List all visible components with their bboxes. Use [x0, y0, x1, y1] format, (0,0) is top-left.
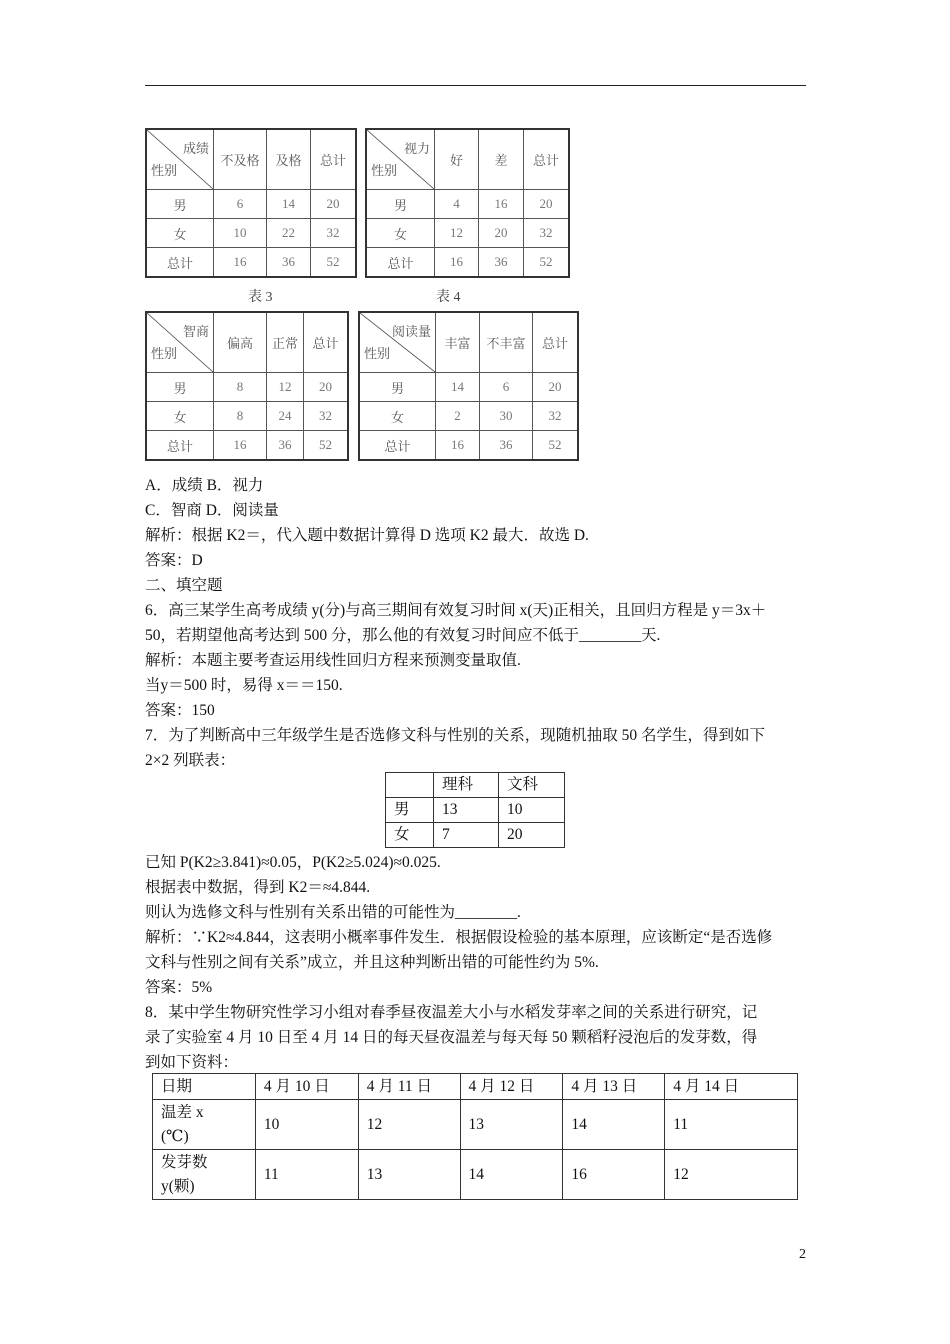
table-cell: 24	[267, 402, 304, 431]
text-line: 7．为了判断高中三年级学生是否选修文科与性别的关系，现随机抽取 50 名学生，得到如下	[145, 727, 766, 744]
table-row	[359, 373, 578, 402]
table-cell: 14	[563, 1100, 665, 1150]
table-row	[386, 773, 565, 798]
corner-row-label: 性别	[371, 163, 398, 178]
table-cell: 20	[499, 823, 565, 848]
column-header: 总计	[533, 312, 579, 373]
header-rule	[145, 85, 806, 86]
text-line: 录了实验室 4 月 10 日至 4 月 14 日的每天昼夜温差与每天每 50 颗稻籽浸泡后的发芽数，得	[145, 1029, 758, 1046]
table-cell: 52	[311, 248, 357, 278]
column-header: 差	[479, 129, 524, 190]
text-line: 2×2 列联表：	[145, 752, 236, 769]
table-cell: 12	[267, 373, 304, 402]
column-header: 4 月 13 日	[563, 1074, 665, 1100]
column-header: 正常	[267, 312, 304, 373]
column-header: 总计	[524, 129, 570, 190]
table-row	[366, 190, 569, 219]
text-block-2	[145, 850, 815, 1075]
text-line: 根据表中数据，得到 K2＝≈4.844.	[145, 879, 371, 896]
table-cell: 6	[480, 373, 533, 402]
row-header-cell	[153, 1100, 256, 1150]
row-header-line: 温差 x	[161, 1103, 204, 1121]
table-cell: 32	[304, 402, 349, 431]
survey-table	[145, 311, 349, 461]
text-line: 50，若期望他高考达到 500 分，那么他的有效复习时间应不低于________天.	[145, 627, 661, 644]
table-caption: 表 3	[248, 290, 273, 305]
table-cell: 13	[460, 1100, 563, 1150]
table-cell: 12	[358, 1100, 460, 1150]
table-cell: 10	[499, 798, 565, 823]
text-line: 解析：根据 K2＝，代入题中数据计算得 D 选项 K2 最大．故选 D.	[145, 527, 589, 544]
table-cell: 16	[563, 1150, 665, 1200]
corner-row-label: 性别	[151, 346, 178, 361]
column-header: 好	[435, 129, 479, 190]
table-cell: 8	[214, 402, 267, 431]
row-header-line: 发芽数	[161, 1153, 208, 1171]
table-row	[146, 373, 348, 402]
table-cell: 16	[479, 190, 524, 219]
table-cell: 12	[665, 1150, 798, 1200]
table-cell: 6	[214, 190, 267, 219]
table-cell: 男	[359, 373, 436, 402]
table-header-row	[146, 129, 356, 190]
table-cell: 12	[435, 219, 479, 248]
table-row	[386, 823, 565, 848]
table-cell: 36	[480, 431, 533, 461]
table-cell: 13	[434, 798, 499, 823]
table-row	[153, 1100, 798, 1150]
table-cell: 36	[267, 431, 304, 461]
table-row	[146, 402, 348, 431]
survey-table	[145, 128, 357, 278]
column-header: 不丰富	[480, 312, 533, 373]
page-number: 2	[799, 1247, 806, 1262]
text-line: 则认为选修文科与性别有关系出错的可能性为________.	[145, 904, 521, 921]
text-line: 解析：∵K2≈4.844，这表明小概率事件发生．根据假设检验的基本原理，应该断定“是否选修	[145, 929, 773, 946]
corner-row-label: 性别	[151, 163, 178, 178]
table-cell: 36	[267, 248, 311, 278]
row-header-line: (℃)	[161, 1127, 189, 1145]
table-cell: 16	[214, 431, 267, 461]
corner-column-label: 智商	[182, 324, 209, 339]
table-cell: 理科	[434, 773, 499, 798]
table-header-row	[146, 312, 348, 373]
column-header: 日期	[153, 1074, 256, 1100]
table-cell: 4	[435, 190, 479, 219]
table-cell: 总计	[366, 248, 435, 278]
table-cell: 32	[311, 219, 357, 248]
contingency-table	[385, 772, 565, 848]
survey-table	[365, 128, 570, 278]
table-cell: 22	[267, 219, 311, 248]
text-line: 文科与性别之间有关系”成立，并且这种判断出错的可能性约为 5%.	[145, 954, 599, 971]
table-row	[386, 798, 565, 823]
text-line: 已知 P(K2≥3.841)≈0.05，P(K2≥5.024)≈0.025.	[145, 854, 441, 871]
text-block-1	[145, 473, 815, 773]
table-header-row	[366, 129, 569, 190]
text-line: 8．某中学生物研究性学习小组对春季昼夜温差大小与水稻发芽率之间的关系进行研究，记	[145, 1004, 758, 1021]
table-cell: 总计	[146, 248, 214, 278]
table-cell: 14	[436, 373, 480, 402]
table-cell: 16	[436, 431, 480, 461]
table-row	[146, 219, 356, 248]
corner-row-label: 性别	[364, 346, 391, 361]
row-header-line: y(颗)	[161, 1177, 195, 1195]
table-cell: 20	[533, 373, 579, 402]
text-line: 到如下资料：	[145, 1054, 239, 1071]
row-header-cell	[153, 1150, 256, 1200]
corner-column-label: 阅读量	[391, 324, 431, 339]
table-cell: 总计	[146, 431, 214, 461]
table-cell: 20	[479, 219, 524, 248]
text-line: 答案：5%	[145, 979, 213, 996]
text-line: A．成绩 B．视力	[145, 477, 264, 494]
table-cell: 36	[479, 248, 524, 278]
column-header: 丰富	[436, 312, 480, 373]
diagonal-header-cell	[146, 129, 214, 190]
column-header: 总计	[311, 129, 357, 190]
table-cell: 20	[524, 190, 570, 219]
column-header: 4 月 10 日	[255, 1074, 358, 1100]
germination-data-table	[152, 1073, 798, 1200]
table-header-row	[153, 1074, 798, 1100]
column-header: 4 月 14 日	[665, 1074, 798, 1100]
table-cell: 总计	[359, 431, 436, 461]
table-cell: 32	[524, 219, 570, 248]
table-cell: 32	[533, 402, 579, 431]
table-row	[153, 1150, 798, 1200]
survey-table	[358, 311, 579, 461]
table-cell: 20	[311, 190, 357, 219]
text-line: 当y＝500 时，易得 x＝＝150.	[145, 677, 343, 694]
table-cell: 女	[146, 402, 214, 431]
diagonal-header-cell	[146, 312, 214, 373]
table-cell: 男	[366, 190, 435, 219]
table-cell: 7	[434, 823, 499, 848]
table-cell: 文科	[499, 773, 565, 798]
column-header: 及格	[267, 129, 311, 190]
table-cell: 女	[386, 823, 434, 848]
table-cell: 52	[524, 248, 570, 278]
table-cell: 11	[255, 1150, 358, 1200]
table-row	[146, 190, 356, 219]
table-cell: 男	[146, 190, 214, 219]
table-cell: 14	[460, 1150, 563, 1200]
table-cell: 13	[358, 1150, 460, 1200]
table-cell: 8	[214, 373, 267, 402]
corner-column-label: 视力	[403, 141, 430, 156]
column-header: 4 月 12 日	[460, 1074, 563, 1100]
text-line: C．智商 D．阅读量	[145, 502, 279, 519]
table-cell: 10	[255, 1100, 358, 1150]
text-line: 解析：本题主要考查运用线性回归方程来预测变量取值.	[145, 652, 521, 669]
table-cell: 男	[146, 373, 214, 402]
text-line: 二、填空题	[145, 577, 223, 594]
table-cell: 52	[304, 431, 349, 461]
table-row	[366, 219, 569, 248]
table-row	[366, 248, 569, 278]
table-cell: 16	[214, 248, 267, 278]
table-cell: 女	[146, 219, 214, 248]
diagonal-header-cell	[359, 312, 436, 373]
column-header: 不及格	[214, 129, 267, 190]
table-cell: 10	[214, 219, 267, 248]
text-line: 答案：D	[145, 552, 203, 569]
table-cell: 女	[366, 219, 435, 248]
table-cell: 11	[665, 1100, 798, 1150]
table-cell: 30	[480, 402, 533, 431]
table-row	[359, 402, 578, 431]
column-header: 偏高	[214, 312, 267, 373]
column-header: 4 月 11 日	[358, 1074, 460, 1100]
table-cell	[386, 773, 434, 798]
table-row	[146, 431, 348, 461]
table-cell: 14	[267, 190, 311, 219]
table-cell: 女	[359, 402, 436, 431]
table-cell: 男	[386, 798, 434, 823]
table-caption: 表 4	[436, 290, 461, 305]
table-header-row	[359, 312, 578, 373]
text-line: 6．高三某学生高考成绩 y(分)与高三期间有效复习时间 x(天)正相关，且回归方程是 y＝3x＋	[145, 602, 767, 619]
table-cell: 52	[533, 431, 579, 461]
text-line: 答案：150	[145, 702, 215, 719]
table-cell: 20	[304, 373, 349, 402]
diagonal-header-cell	[366, 129, 435, 190]
table-row	[359, 431, 578, 461]
table-row	[146, 248, 356, 278]
corner-column-label: 成绩	[182, 141, 209, 156]
column-header: 总计	[304, 312, 349, 373]
table-cell: 16	[435, 248, 479, 278]
table-cell: 2	[436, 402, 480, 431]
